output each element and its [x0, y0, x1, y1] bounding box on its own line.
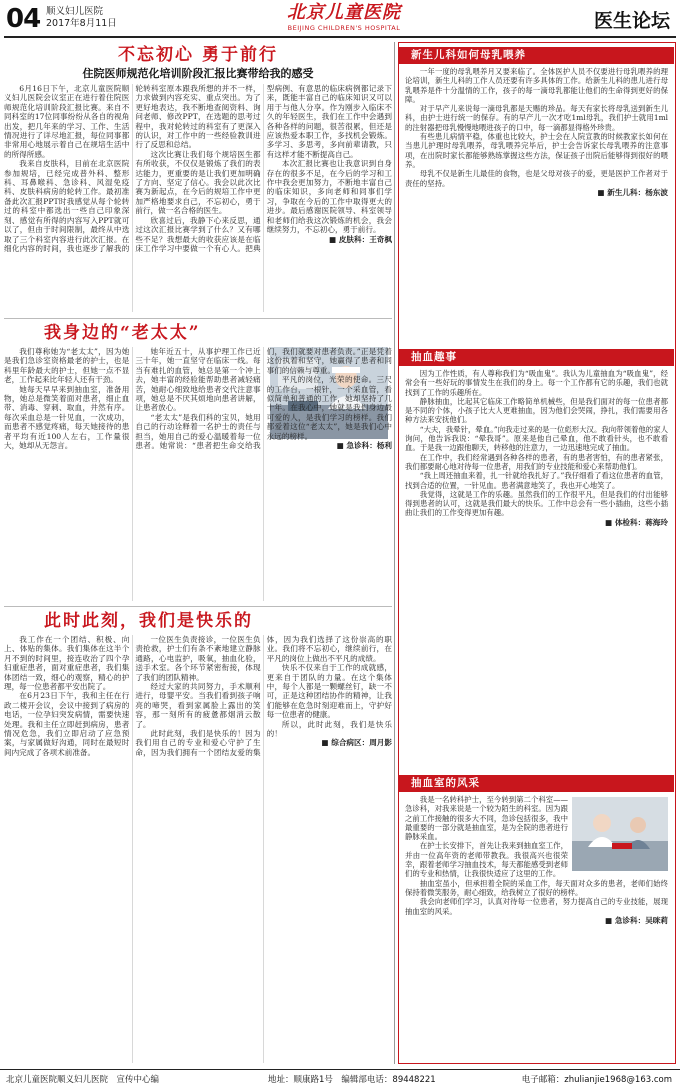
article-body [399, 792, 674, 926]
paragraph: 我工作在一个团结、积极、向上、体贴的集体。我们集体在这半个月不到的时间里，接连收治了四个孕妇重症患者，面对重症患者，我们集体团结一致，细心的观察，精心的护理，每一位患者都平安出院了。 [4, 635, 130, 692]
section-bar: 抽血趣事 [399, 349, 674, 366]
paragraph: 一年一度的母乳喂养月又要来临了。全体医护人员不仅要进行母乳喂养的理论培训，新生儿科的工作人员还要有许多具体的工作。给新生儿科的患儿进行母乳喂养是件十分温情的工作，孩子的每一滴母乳都能让他们的生命得到更好的保障。 [405, 67, 668, 104]
footer-email: 电子邮箱：zhulianjie1968@163.com [521, 1075, 672, 1085]
paragraph: 本次汇报比赛也让我意识到自身存在的很多不足，在今后的学习和工作中我会更加努力，不断地丰富自己的临床知识，多向老师和同事们学习，争取在今后的工作中取得更大的进步。最后感谢医院领导、科室领导和老师们给我这次锻炼的机会，我会继续努力，不忘初心，勇于前行。 [266, 159, 392, 235]
article-blood-room [399, 775, 674, 1061]
paragraph: 我来自皮肤科，目前在北京医院参加规培，已经完成普外科、整形科、耳鼻喉科、急诊科、风湿免疫科、皮肤科病房的轮转工作。最初准备此次汇报PPT时我感觉从每个轮转过的科室中都选出一些自己印象深刻、感觉有所得的内容写入PPT就可以了，但由于时间限制，最终从中选取了三个科室内容进行此次汇报。在细化内容的时间，我也逐步了解我的轮转科室原本跟我所想的并不一样，力求做到内容充实、重点突出。为了更好地表达，我不断地查阅资料、询问老师、修改PPT，在选题的思考过程中，我对轮转过的科室有了更深入的认识，对工作中的一些经验教训进行了反思和总结。 [4, 84, 261, 253]
author-byline: ■ 新生儿科：杨东波 [597, 187, 668, 197]
author-byline: ■ 急诊科：吴咪莉 [605, 915, 668, 925]
left-column [4, 42, 392, 1064]
header-rule [4, 36, 676, 38]
paragraph: 她每天早早来到抽血室，准备用物，她总是微笑着面对患者，细止血带、消毒、穿刺、取血，井然有序。每次采血总是一针见血，一次成功，而患者不感觉疼痛，每天她接待的患者平均有近100人左右，工作量很大，她却从无怨言。 [4, 384, 130, 451]
article-title: 此时此刻，我们是快乐的 [44, 611, 253, 631]
footer-address: 地址：顺康路1号 编辑部电话：89448221 [268, 1075, 436, 1085]
article-body [4, 84, 392, 312]
paragraph: 我是一名转科护士，至今转到第二个科室——急诊科，对我来说是一个较为陌生的科室。因为跟之前工作接触的很多大不同，急诊包括很多，我中最重要的一部分就是抽血室，是为全院的患者进行静脉采血。 [405, 795, 568, 842]
author-byline: ■ 急诊科：杨利 [336, 441, 392, 451]
paragraph: 欣喜过后，我静下心来反思，通过这次汇报比赛学到了什么？又有哪些不足？我想最大的收获应该是在临床工作学习中要做一个有心人。把典型病例、有意思的临床病例都记录下来，既能丰富自己的临床知识又可以用于与他人分享。作为刚步入临床不久的年轻医生，我们在工作中会遇到各种各样的问题，很苦很累，但还是应该热爱本职工作，多找机会锻炼。多学习、多思考，多向前辈请教，只有这样才能不断提高自己。 [135, 84, 392, 253]
section-bar: 新生儿科如何母乳喂养 [399, 47, 674, 64]
paragraph: 在6月23日下午，我和主任在行政二楼开会议，会议中接到了病房的电话，一位孕妇突发病情，需要快速处理。我和主任立即赶到病房，患者情况危急，我们立即启动了应急预案，与家属做好沟通，同时在最短时间内完成了各项术前准备。 [4, 691, 130, 757]
article-body [399, 366, 674, 528]
article-blood-draw [399, 349, 674, 773]
paragraph: 一位医生负责接诊，一位医生负责抢救，护士们有条不紊地建立静脉通路，心电监护，吸氧，抽血化验，送手术室。各个环节紧密衔接，体现了我们的团队精神。 [135, 635, 261, 682]
paragraph: 在护士长安排下，首先让我来到抽血室工作，并由一位高年资的老师带教我。我很高兴也很荣幸，跟着老师学习抽血技术，每天都能感受到老师们的专业和热情，让我很快适应了这里的工作。 [405, 841, 568, 879]
section-bar: 抽血室的风采 [399, 775, 674, 792]
paragraph: 有些患儿病情平稳，体重也比较大，护士会在人院宣教的时候教家长如何在当患儿护理时母乳喂养，母乳喂养完毕后，护士会告诉家长母乳喂养的注意事项，在出院时家长都能够熟练掌握这些方法，保证孩子出院后能够得到很好的喂养。 [405, 132, 668, 169]
section-title: 医生论坛 [593, 10, 670, 32]
right-column [398, 42, 676, 1064]
issue-date: 2017年8月11日 [46, 18, 117, 29]
page-header [0, 0, 680, 38]
logo-chinese: 北京儿童医院 [287, 2, 401, 23]
paragraph: “大夫，我晕针，晕血。”向我走过来的是一位彪形大汉。我向带领着他的家人询问，他告诉我说：“晕我哥”。原来是他自己晕血，他不敢看针头，也不敢看血。于是我一边跟他聊天，转移他的注意力，一边迅速地完成了抽血。 [405, 424, 668, 453]
paragraph: 因为工作性质，有人尊称我们为“吸血鬼”。我认为儿童抽血为“吸血鬼”，经常会有一些好玩的事情发生在我们的身上。每一个工作都有它的乐趣，我们也就找到了工作的乐趣所在。 [405, 369, 668, 397]
paragraph: 静脉抽血，比起其它临床工作略简单机械些，但是我们面对的每一位患者都是不同的个体，小孩子比大人更难抽血，因为他们会哭闹，挣扎，我们需要用各种方法来安抚他们。 [405, 396, 668, 425]
article-subtitle: 住院医师规范化培训阶段汇报比赛带给我的感受 [82, 67, 314, 80]
paragraph: 在工作中，我们经常遇到各种各样的患者，有的患者害怕，有的患者紧张，我们都要耐心地对待每一位患者，用我们的专业技能和爱心来帮助他们。 [405, 452, 668, 471]
article-title: 我身边的“老太太” [44, 323, 201, 343]
paragraph: 6月16日下午，北京儿童医院顺义妇儿医院会议室正在进行着住院医师规范化培训阶段汇报比赛。来自不同科室的17位同事纷纷从各自的视角出发，把几年来的学习、工作、生活情况进行了详尽地汇报，每位同事都非常用心地展示着自己在规培生活中的所得所感。 [4, 84, 130, 159]
logo-english: BEIJING CHILDREN'S HOSPITAL [287, 24, 401, 32]
paragraph: 平凡的岗位，光荣的使命。三尺的工作台，一根针，一个采血管，看似简单和普通的工作，她却坚持了几十年。在我心中，她就是我们身边最可爱的人，是我们学习的榜样。我们都爱着这位“老太太”，她是我们心中永远的榜样。 [266, 375, 392, 441]
paragraph: 抽血室虽小，但承担着全院的采血工作，每天面对众多的患者，老师们始终保持着微笑服务，耐心细致，给我树立了很好的榜样。 [405, 878, 668, 897]
author-byline: ■ 皮肤科：王奇枫 [329, 234, 392, 244]
hospital-logo [258, 2, 430, 34]
paragraph: 所以，此时此刻，我们是快乐的！ [266, 719, 392, 739]
paragraph: 我觉得，这就是工作的乐趣。虽然我们的工作很平凡，但是我们的付出能够得到患者的认可，这就是我们最大的快乐。工作中总会有一些小插曲，这些小插曲让我们的工作变得更加有趣。 [405, 489, 668, 518]
page-footer [0, 1069, 680, 1089]
footer-publisher: 北京儿童医院顺义妇儿医院 宣传中心编 [6, 1075, 160, 1085]
paragraph: 此时此刻，我们是快乐的！因为我们用自己的专业和爱心守护了生命，因为我们拥有一个团结友爱的集体，因为我们选择了这份崇高的职业。我们将不忘初心，继续前行，在平凡的岗位上做出不平凡的成绩。 [135, 635, 392, 757]
paragraph: 快乐不仅来自于工作的成就感，更来自于团队的力量。在这个集体中，每个人都是一颗螺丝钉，缺一不可，正是这种团结协作的精神，让我们能够在危急时刻迎难而上，守护好每一位患者的健康。 [266, 663, 392, 720]
article-body [399, 64, 674, 198]
article-not-forget [4, 42, 392, 314]
article-breastfeeding [399, 47, 674, 347]
paragraph: 我会向老师们学习，认真对待每一位患者，努力提高自己的专业技能，展现抽血室的风采。 [405, 897, 668, 916]
author-byline: ■ 体检科：蒋海玲 [605, 517, 668, 527]
paragraph: 母乳不仅是新生儿最佳的食物，也是父母对孩子的爱，更是医护工作者对于责任的坚持。 [405, 169, 668, 188]
clinic-photo-icon [572, 797, 668, 871]
paragraph: 经过大家的共同努力，手术顺利进行，母婴平安。当我们看到孩子响亮的啼哭，看到家属脸上露出的笑容，那一刻所有的疲惫都烟消云散了。 [135, 682, 261, 729]
paragraph: 这次比赛让我们每个规培医生都有所收获，不仅仅是锻炼了我们的表达能力，更重要的是让我们更加明确了方向、坚定了信心。我会以此次比赛为新起点，在今后的规培工作中更加严格地要求自己，不忘初心，勇于前行，做一名合格的医生。 [135, 149, 261, 216]
author-byline: ■ 综合病区：周月影 [321, 738, 392, 748]
paragraph: “老太太”是我们科的宝贝，她用自己的行动诠释着一名护士的责任与担当，她用自己的爱心温暖着每一位患者。她常说：“患者把生命交给我们，我们就要对患者负责。”正是凭着这份执着和坚守，她赢得了患者和同事们的信赖与尊重。 [135, 347, 392, 451]
paragraph: 她年近五十，从事护理工作已近三十年，她一直坚守在临床一线。每当有难扎的血管，她总是第一个冲上去，她丰富的经验能帮助患者减轻痛苦，她耐心细致地给患者交代注意事项，她总是不厌其烦地向患者讲解，让患者放心。 [135, 347, 261, 413]
article-body [4, 635, 392, 1063]
paper-name: 顺义妇儿医院 [46, 6, 104, 17]
paragraph: “我上周还抽血来着，扎一针就给我扎好了。”我仔细看了看这位患者的血管，找到合适的位置，一针见血。患者满意地笑了，我也开心地笑了。 [405, 471, 668, 490]
article-old-lady [4, 318, 392, 602]
article-photo [572, 797, 668, 871]
article-happy-moment [4, 606, 392, 1064]
paper-meta [46, 6, 117, 30]
article-title: 不忘初心 勇于前行 [118, 45, 278, 65]
paragraph: 对于早产儿来说每一滴母乳都是天赐的珍品。每天有家长将母乳送到新生儿科，由护士进行统一的保存。有的早产儿一次才吃1ml母乳，我们护士就用1ml的注射器把母乳慢慢地喂进孩子的口中，每一滴都显得格外珍贵。 [405, 104, 668, 132]
page-number: 04 [6, 4, 41, 34]
paragraph: 我们尊称她为“老太太”，因为她是我们急诊室资格最老的护士，也是科里年龄最大的护士，但她一点不显老，工作起来比年轻人还有干劲。 [4, 347, 130, 385]
article-body [4, 347, 392, 601]
column-divider [394, 42, 395, 1064]
